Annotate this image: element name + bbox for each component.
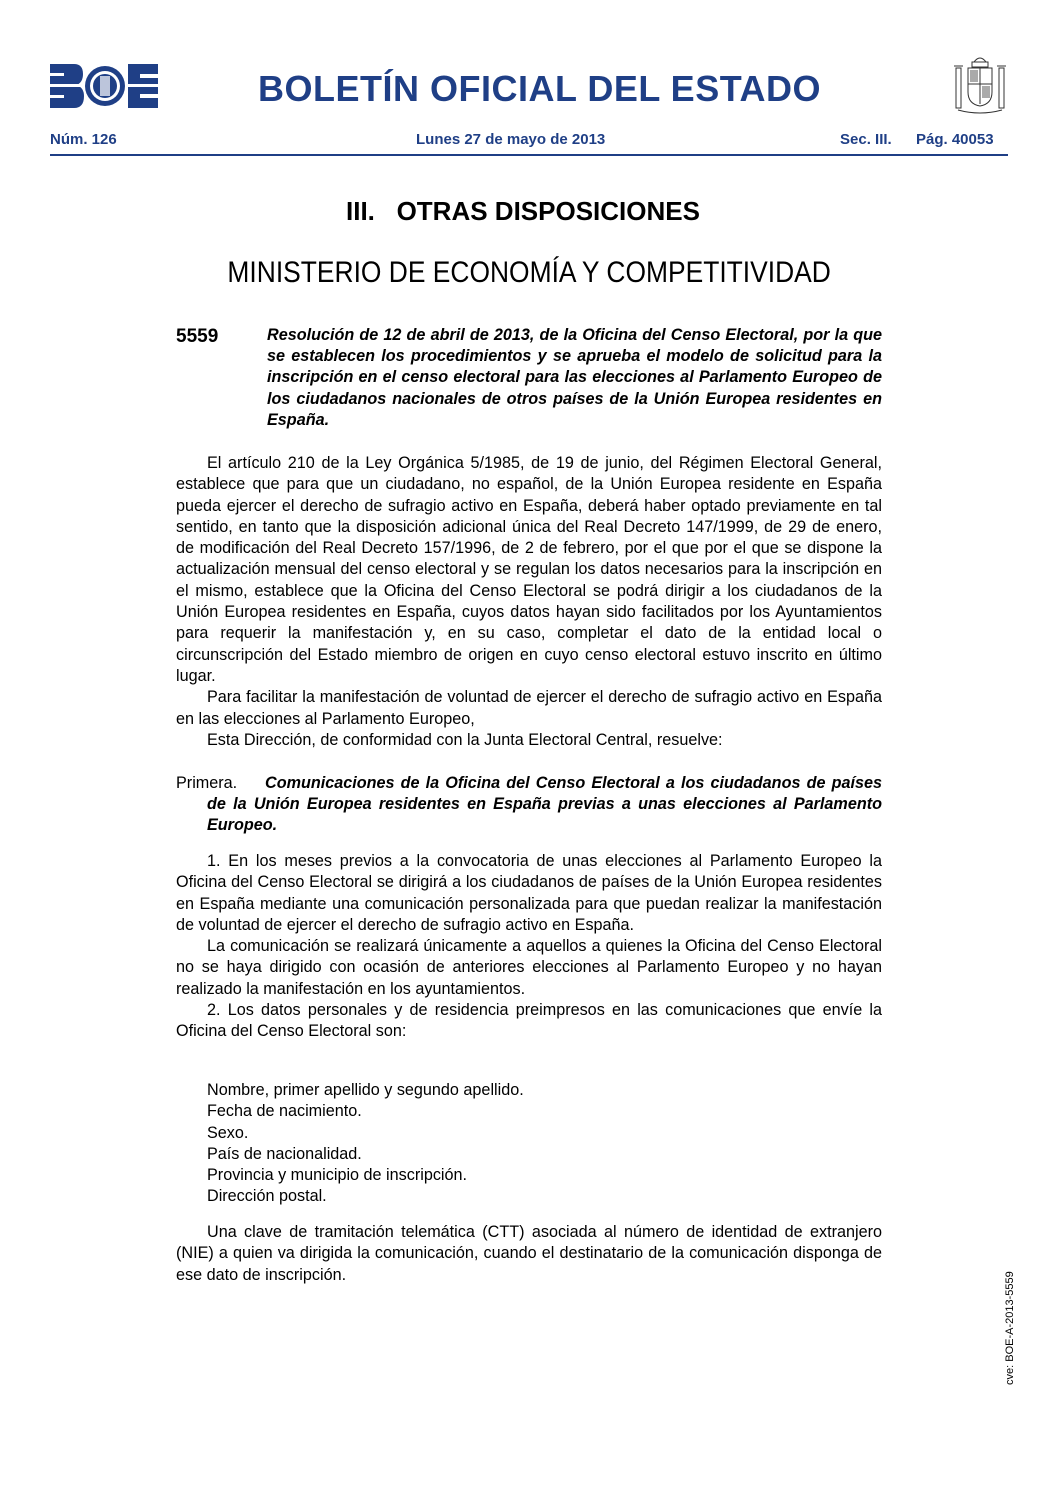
intro-text [176,453,882,751]
issue-number: Núm. 126 [50,131,117,148]
article-paragraph: La comunicación se realizará únicamente a aquellos a quienes la Oficina del Censo Electoral no se haya dirigido con ocasión de anteriores elecciones al Parlamento Europeo y no hayan realizado la manifestación en los ayuntamientos. [176,937,882,998]
boe-logo [50,64,158,108]
intro-paragraph: Para facilitar la manifestación de voluntad de ejercer el derecho de sufragio activo en España en las elecciones al Parlamento Europeo, [176,688,882,728]
cve-code: cve: BOE-A-2013-5559 [1004,1271,1016,1385]
section-label: Sec. III. [840,131,892,148]
section-title: III. OTRAS DISPOSICIONES [346,196,700,226]
coat-of-arms-icon [950,54,1010,116]
closing-paragraph: Una clave de tramitación telemática (CTT) asociada al número de identidad de extranjero (NIE) a quien va dirigida la comunicación, cuando el destinatario de la comunicación disponga de ese dato de inscripción. [176,1223,882,1284]
ministry-title: MINISTERIO DE ECONOMÍA Y COMPETITIVIDAD [227,256,831,289]
closing-text [176,1222,882,1286]
list-item: País de nacionalidad. [207,1144,362,1163]
boletin-title: BOLETÍN OFICIAL DEL ESTADO [258,68,822,109]
list-item: Nombre, primer apellido y segundo apellido. [207,1081,524,1099]
list-item: Fecha de nacimiento. [207,1102,362,1121]
article-paragraph: 2. Los datos personales y de residencia preimpresos en las comunicaciones que envíe la Oficina del Censo Electoral son: [176,1001,882,1041]
intro-paragraph: Esta Dirección, de conformidad con la Junta Electoral Central, resuelve: [207,730,723,749]
article-title: Comunicaciones de la Oficina del Censo Electoral a los ciudadanos de países de la Unión Europea residentes en España previas a unas elecciones al Parlamento Europeo. [207,774,882,835]
header-bar [50,126,1008,156]
article-body [176,851,882,1043]
list-item: Sexo. [207,1123,249,1142]
article-paragraph: 1. En los meses previos a la convocatoria de unas elecciones al Parlamento Europeo la Oficina del Censo Electoral se dirigirá a los ciudadanos de países de la Unión Europea residentes en España mediante una comunicación personalizada para que puedan realizar la manifestación de voluntad de ejercer el derecho de sufragio activo en España. [176,852,882,934]
list-item: Provincia y municipio de inscripción. [207,1166,468,1185]
resolution-number: 5559 [176,326,219,347]
intro-paragraph: El artículo 210 de la Ley Orgánica 5/1985, de 19 de junio, del Régimen Electoral General, establece que para que un ciudadano, no español, de la Unión Europea residente en España pueda ejercer el derecho de sufragio activo en España, deberá haber optado previamente en tal sentido, en tanto que la disposición adicional única del Real Decreto 147/1999, de 29 de enero, de modificación del Real Decreto 157/1996, de 2 de febrero, por el que por el que se dispone la actualización mensual del censo electoral y se regulan los datos necesarios para la inscripción en el mismo, establece que la Oficina del Censo Electoral se podrá dirigir a los ciudadanos de la Unión Europea residentes en España, cuyos datos hayan sido facilitados por los Ayuntamientos para requerir la manifestación y, en su caso, completar el dato de la entidad local o circunscripción del Estado miembro de origen en cuyo censo electoral estuvo inscrito en último lugar. [176,454,882,685]
issue-date: Lunes 27 de mayo de 2013 [416,131,606,148]
data-list [207,1080,524,1208]
list-item: Dirección postal. [207,1187,327,1206]
page-number: Pág. 40053 [916,131,994,148]
resolution-summary: Resolución de 12 de abril de 2013, de la Oficina del Censo Electoral, por la que se establecen los procedimientos y se aprueba el modelo de solicitud para la inscripción en el censo electoral para las elecciones al Parlamento Europeo de los ciudadanos nacionales de otros países de la Unión Europea residentes en España. [267,326,882,429]
article-label: Primera. [176,774,238,792]
header-rule [50,154,1008,156]
